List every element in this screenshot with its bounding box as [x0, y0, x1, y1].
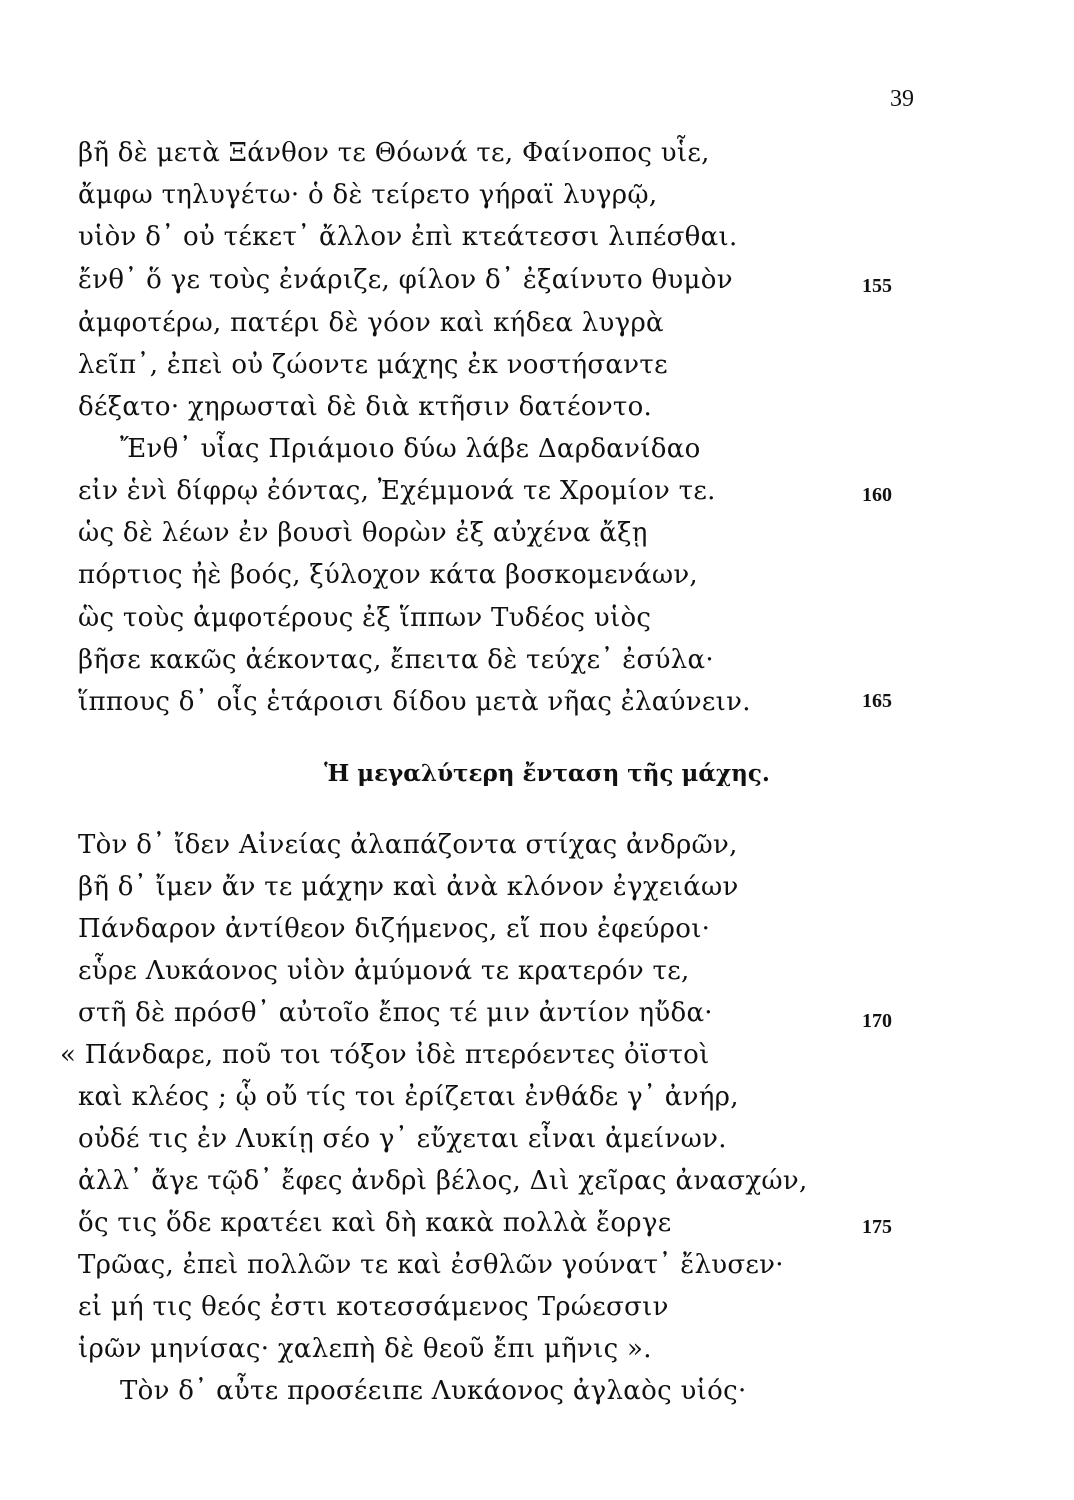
verse-line: « Πάνδαρε, ποῦ τοι τόξον ἰδὲ πτερόεντες ὀϊστοὶ	[60, 1040, 710, 1070]
verse-line: ἱρῶν μηνίσας· χαλεπὴ δὲ θεοῦ ἔπι μῆνις ».	[78, 1334, 652, 1364]
section-heading: Ἡ μεγαλύτερη ἔνταση τῆς μάχης.	[324, 760, 770, 787]
page-number: 39	[890, 86, 914, 112]
line-number: 155	[862, 275, 892, 297]
verse-line: ἵππους δ᾽ οἷς ἑτάροισι δίδου μετὰ νῆας ἐλαύνειν.	[78, 687, 751, 717]
verse-line: ἀμφοτέρω, πατέρι δὲ γόον καὶ κήδεα λυγρὰ	[78, 308, 664, 338]
verse-line: ἔνθ᾽ ὅ γε τοὺς ἐνάριζε, φίλον δ᾽ ἐξαίνυτο θυμὸν	[78, 265, 733, 295]
verse-line: βῆ δ᾽ ἴμεν ἄν τε μάχην καὶ ἀνὰ κλόνον ἐγχειάων	[78, 872, 739, 902]
verse-line: οὐδέ τις ἐν Λυκίῃ σέο γ᾽ εὔχεται εἶναι ἀμείνων.	[78, 1124, 727, 1154]
verse-line: εὗρε Λυκάονος υἱὸν ἀμύμονά τε κρατερόν τε,	[78, 956, 690, 986]
verse-line: ἄμφω τηλυγέτω· ὁ δὲ τείρετο γήραϊ λυγρῷ,	[78, 180, 658, 210]
verse-line: ὅς τις ὅδε κρατέει καὶ δὴ κακὰ πολλὰ ἔοργε	[78, 1208, 672, 1238]
line-number: 175	[862, 1216, 892, 1238]
verse-line: Τρῶας, ἐπεὶ πολλῶν τε καὶ ἐσθλῶν γούνατ᾽ ἔλυσεν·	[78, 1250, 784, 1280]
verse-line: εἰν ἑνὶ δίφρῳ ἐόντας, Ἐχέμμονά τε Χρομίον τε.	[78, 476, 716, 506]
line-number: 165	[862, 690, 892, 712]
verse-line: λεῖπ᾽, ἐπεὶ οὐ ζώοντε μάχης ἐκ νοστήσαντε	[78, 350, 668, 380]
verse-line: πόρτιος ἠὲ βοός, ξύλοχον κάτα βοσκομενάων,	[78, 560, 698, 590]
verse-line: Πάνδαρον ἀντίθεον διζήμενος, εἴ που ἐφεύροι·	[78, 914, 711, 944]
verse-line: βῆ δὲ μετὰ Ξάνθον τε Θόωνά τε, Φαίνοπος υἷε,	[78, 138, 710, 168]
verse-line: βῆσε κακῶς ἀέκοντας, ἔπειτα δὲ τεύχε᾽ ἐσύλα·	[78, 645, 714, 675]
verse-line: Τὸν δ᾽ ἴδεν Αἰνείας ἀλαπάζοντα στίχας ἀνδρῶν,	[78, 830, 738, 860]
verse-line: ἀλλ᾽ ἄγε τῷδ᾽ ἔφες ἀνδρὶ βέλος, Διὶ χεῖρας ἀνασχών,	[78, 1166, 808, 1196]
verse-line: Τὸν δ᾽ αὖτε προσέειπε Λυκάονος ἀγλαὸς υἱός·	[120, 1376, 747, 1406]
line-number: 170	[862, 1010, 892, 1032]
verse-line: εἰ μή τις θεός ἐστι κοτεσσάμενος Τρώεσσιν	[78, 1292, 669, 1322]
verse-line: ὣς τοὺς ἀμφοτέρους ἐξ ἵππων Τυδέος υἱὸς	[78, 603, 652, 633]
verse-line: ὡς δὲ λέων ἐν βουσὶ θορὼν ἐξ αὐχένα ἄξῃ	[78, 518, 648, 548]
verse-line: δέξατο· χηρωσταὶ δὲ διὰ κτῆσιν δατέοντο.	[78, 392, 653, 422]
line-number: 160	[862, 484, 892, 506]
verse-line: καὶ κλέος ; ᾧ οὔ τίς τοι ἐρίζεται ἐνθάδε γ᾽ ἀνήρ,	[78, 1082, 739, 1112]
verse-line: Ἔνθ᾽ υἷας Πριάμοιο δύω λάβε Δαρδανίδαο	[120, 434, 701, 464]
verse-line: στῆ δὲ πρόσθ᾽ αὐτοῖο ἔπος τέ μιν ἀντίον ηὔδα·	[78, 998, 713, 1028]
verse-line: υἱὸν δ᾽ οὐ τέκετ᾽ ἄλλον ἐπὶ κτεάτεσσι λιπέσθαι.	[78, 222, 738, 252]
